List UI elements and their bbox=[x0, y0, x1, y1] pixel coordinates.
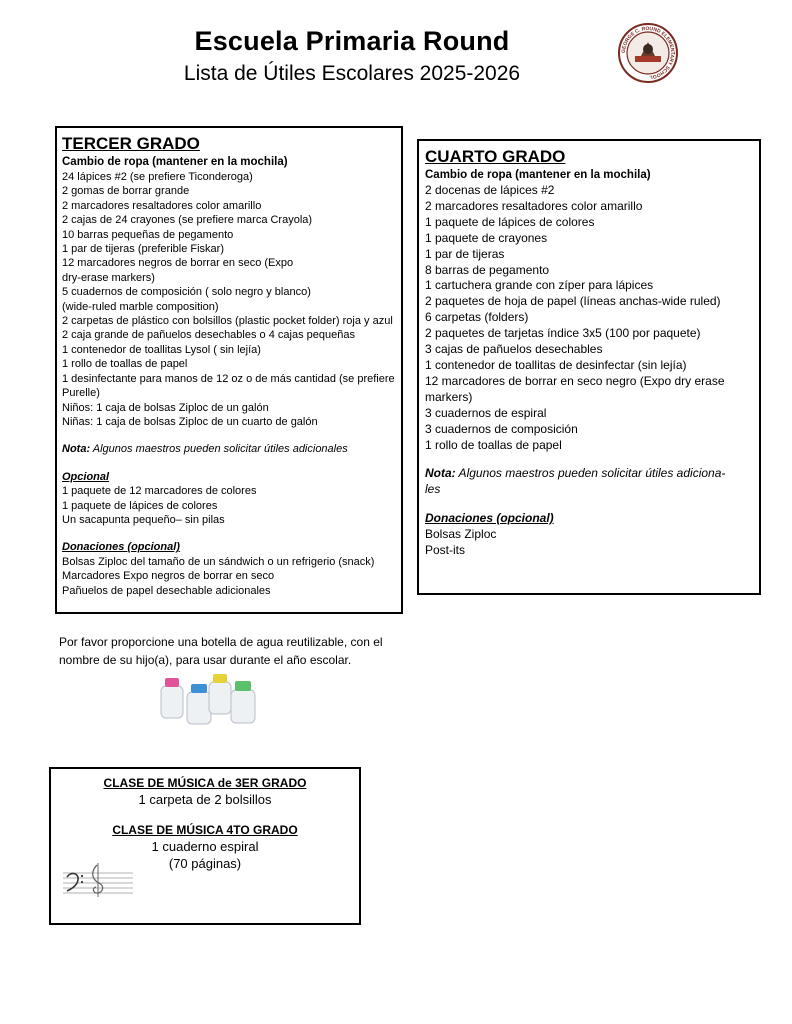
third-grade-donation-items bbox=[62, 555, 396, 598]
list-item: 1 paquete de 12 marcadores de colores bbox=[62, 485, 257, 498]
music-4th-item-2: (70 páginas) bbox=[168, 856, 242, 871]
list-item: markers) bbox=[425, 389, 473, 404]
list-item: 1 paquete de crayones bbox=[425, 230, 548, 245]
fourth-grade-note: Nota: Algunos maestros pueden solicitar útiles adiciona- bbox=[425, 466, 726, 481]
bottle-icon bbox=[187, 684, 211, 724]
list-item: 5 cuadernos de composición ( solo negro y blanco) bbox=[62, 286, 311, 299]
list-item: Bolsas Ziploc del tamaño de un sándwich o un refrigerio (snack) bbox=[62, 555, 375, 568]
list-item: Purelle) bbox=[62, 387, 100, 400]
bottle-icon bbox=[231, 681, 255, 723]
fourth-grade-donations-heading: Donaciones (opcional) bbox=[425, 511, 554, 526]
list-item: 8 barras de pegamento bbox=[425, 262, 550, 277]
list-item: 3 cuadernos de composición bbox=[425, 421, 578, 436]
list-item: 1 contenedor de toallitas Lysol ( sin lejía) bbox=[62, 343, 261, 356]
water-bottles-image bbox=[157, 672, 269, 726]
list-item: Marcadores Expo negros de borrar en seco bbox=[62, 570, 275, 583]
list-item: 3 cajas de pañuelos desechables bbox=[425, 342, 603, 357]
list-item: Bolsas Ziploc bbox=[425, 527, 497, 542]
list-item: 2 cajas de 24 crayones (se prefiere marca Crayola) bbox=[62, 214, 313, 227]
third-grade-donations-heading: Donaciones (opcional) bbox=[62, 541, 180, 554]
list-item: Un sacapunta pequeño– sin pilas bbox=[62, 513, 225, 526]
list-item: 1 paquete de lápices de colores bbox=[62, 499, 218, 512]
music-class-box bbox=[49, 767, 361, 925]
list-item: 1 rollo de toallas de papel bbox=[62, 358, 188, 371]
list-item: 1 cartuchera grande con zíper para lápices bbox=[425, 278, 654, 293]
list-item: 1 paquete de lápices de colores bbox=[425, 214, 595, 229]
list-item: 6 carpetas (folders) bbox=[425, 310, 529, 325]
list-item: 1 contenedor de toallitas de desinfectar (sin lejía) bbox=[425, 357, 687, 372]
list-item: 2 paquetes de hoja de papel (líneas anchas-wide ruled) bbox=[425, 294, 721, 309]
list-item: Niños: 1 caja de bolsas Ziploc de un galón bbox=[62, 401, 269, 414]
list-item: 1 par de tijeras bbox=[425, 246, 505, 261]
document-title: Escuela Primaria Round bbox=[194, 26, 510, 56]
list-item: 1 desinfectante para manos de 12 oz o de más cantidad (se prefiere bbox=[62, 372, 395, 385]
list-item: 2 docenas de lápices #2 bbox=[425, 183, 555, 197]
list-item: 2 gomas de borrar grande bbox=[62, 185, 190, 198]
third-grade-optional-items bbox=[62, 484, 396, 527]
list-item: 12 marcadores negros de borrar en seco (Expo bbox=[62, 257, 294, 270]
list-item: 2 caja grande de pañuelos desechables o 4 cajas pequeñas bbox=[62, 329, 355, 342]
list-item: 1 rollo de toallas de papel bbox=[425, 437, 562, 452]
water-note-line-1: Por favor proporcione una botella de agua reutilizable, con el bbox=[59, 635, 383, 649]
water-bottle-note bbox=[59, 633, 419, 669]
list-item: 10 barras pequeñas de pegamento bbox=[62, 228, 234, 241]
seal-lettering: GEORGE C. ROUND ELEMENTARY SCHOOL bbox=[620, 25, 676, 80]
music-4th-item-1: 1 cuaderno espiral bbox=[151, 839, 259, 854]
list-item: 12 marcadores de borrar en seco negro (Expo dry erase bbox=[425, 373, 725, 388]
music-4th-heading: CLASE DE MÚSICA 4TO GRADO bbox=[112, 823, 298, 837]
list-item: 2 paquetes de tarjetas índice 3x5 (100 por paquete) bbox=[425, 326, 701, 341]
water-note-line-2: nombre de su hijo(a), para usar durante el año escolar. bbox=[59, 653, 352, 667]
fourth-grade-note-cont: les bbox=[425, 482, 441, 497]
list-item: (wide-ruled marble composition) bbox=[62, 300, 219, 313]
fourth-grade-donation-items bbox=[425, 527, 753, 559]
third-grade-subheading: Cambio de ropa (mantener en la mochila) bbox=[62, 156, 288, 168]
third-grade-list bbox=[55, 126, 403, 614]
third-grade-optional-heading: Opcional bbox=[62, 470, 110, 483]
bottle-icon bbox=[209, 674, 231, 714]
fourth-grade-list bbox=[417, 139, 761, 595]
list-item: 2 marcadores resaltadores color amarillo bbox=[425, 198, 643, 213]
list-item: Post-its bbox=[425, 543, 466, 558]
list-item: 3 cuadernos de espiral bbox=[425, 405, 547, 420]
third-grade-note: Nota: Algunos maestros pueden solicitar útiles adicionales bbox=[62, 443, 348, 456]
list-item: 2 marcadores resaltadores color amarillo bbox=[62, 199, 262, 212]
third-grade-items bbox=[62, 170, 396, 429]
school-seal-logo bbox=[617, 22, 679, 84]
list-item: 24 lápices #2 (se prefiere Ticonderoga) bbox=[62, 171, 253, 183]
document-subtitle: Lista de Útiles Escolares 2025-2026 bbox=[183, 62, 521, 85]
bottle-icon bbox=[161, 678, 183, 718]
list-item: dry-erase markers) bbox=[62, 271, 155, 284]
third-grade-heading: TERCER GRADO bbox=[62, 134, 200, 153]
list-item: Pañuelos de papel desechable adicionales bbox=[62, 584, 271, 597]
list-item: 2 carpetas de plástico con bolsillos (plastic pocket folder) roja y azul bbox=[62, 315, 393, 328]
music-3rd-heading: CLASE DE MÚSICA de 3ER GRADO bbox=[103, 776, 307, 790]
fourth-grade-heading: CUARTO GRADO bbox=[425, 147, 566, 166]
fourth-grade-subheading: Cambio de ropa (mantener en la mochila) bbox=[425, 169, 651, 181]
music-3rd-item: 1 carpeta de 2 bolsillos bbox=[138, 792, 272, 807]
list-item: Niñas: 1 caja de bolsas Ziploc de un cuarto de galón bbox=[62, 415, 318, 428]
fourth-grade-items bbox=[425, 183, 753, 453]
music-staff-icon bbox=[61, 859, 135, 899]
list-item: 1 par de tijeras (preferible Fiskar) bbox=[62, 243, 225, 256]
